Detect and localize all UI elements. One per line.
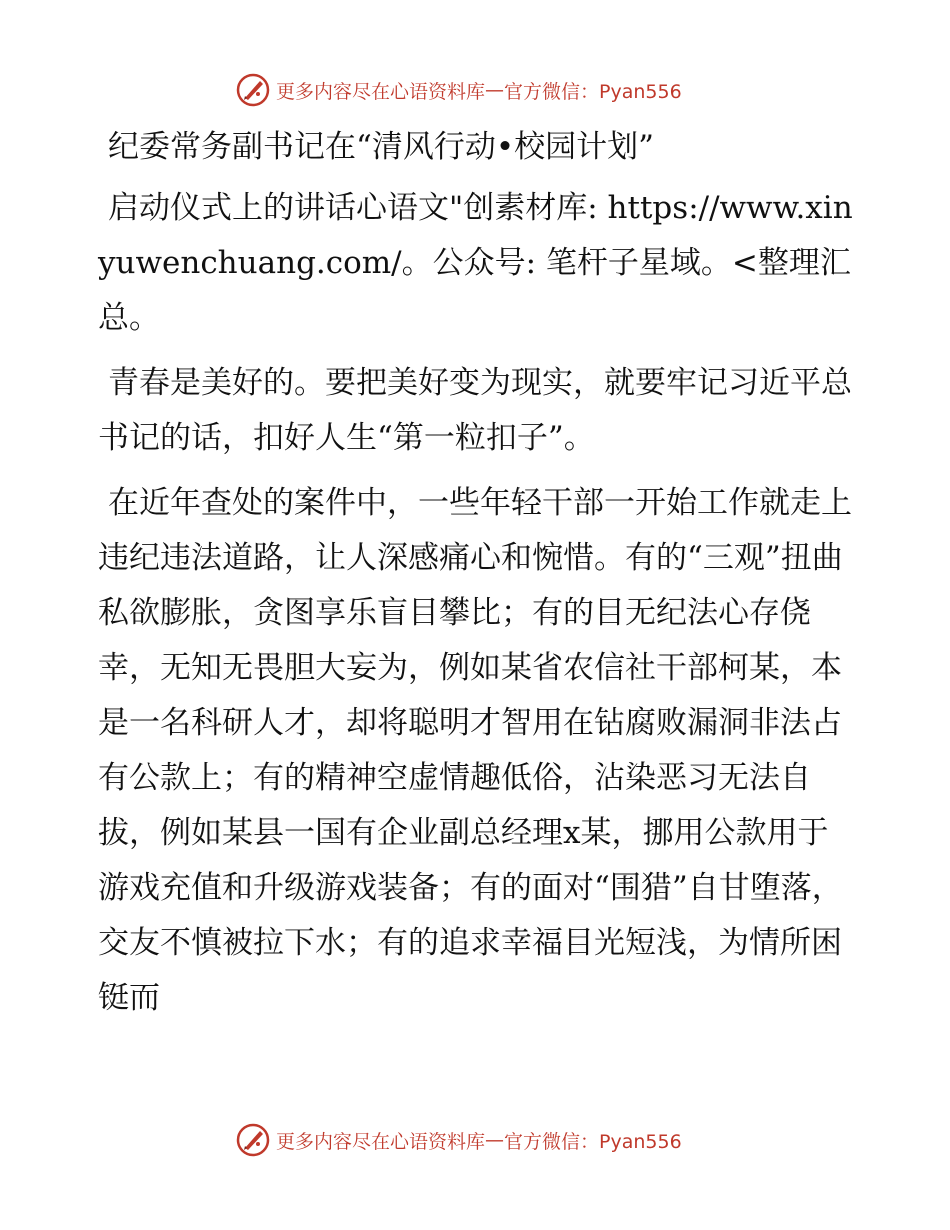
banner-wechat: 官方微信：Pyan556 (504, 80, 682, 103)
document-title-line2: 启动仪式上的讲话心语文"创素材库: https://www.xinyuwenchuang.com/。公众号: 笔杆子星域。<整理汇总。 (98, 190, 853, 336)
document-title-line1: 纪委常务副书记在“清风行动•校园计划” (108, 129, 654, 165)
document-body (98, 120, 858, 1036)
banner-separator: — (485, 79, 505, 101)
banner-text: 更多内容尽在心语资料库 (276, 1130, 486, 1153)
quill-pen-logo-icon (236, 1123, 270, 1157)
paragraph-2: 在近年查处的案件中，一些年轻干部一开始工作就走上违纪违法道路，让人深感痛心和惋惜。有的“三观”扭曲私欲膨胀，贪图享乐盲目攀比；有的目无纪法心存侥幸，无知无畏胆大妄为，例如某省农信社干部柯某，本是一名科研人才，却将聪明才智用在钻腐败漏洞非法占有公款上；有的精神空虚情趣低俗，沾染恶习无法自拔，例如某县一国有企业副总经理x某，挪用公款用于游戏充值和升级游戏装备；有的面对“围猎”自甘堕落，交友不慎被拉下水；有的追求幸福目光短浅，为情所困铤而 (98, 485, 852, 1016)
paragraph-1: 青春是美好的。要把美好变为现实，就要牢记习近平总书记的话，扣好人生“第一粒扣子”。 (98, 365, 852, 456)
banner-separator: — (485, 1129, 505, 1151)
banner-text: 更多内容尽在心语资料库 (276, 80, 486, 103)
quill-pen-logo-icon (236, 73, 270, 107)
header-banner (236, 72, 682, 108)
banner-wechat: 官方微信：Pyan556 (504, 1130, 682, 1153)
footer-banner (236, 1122, 682, 1158)
